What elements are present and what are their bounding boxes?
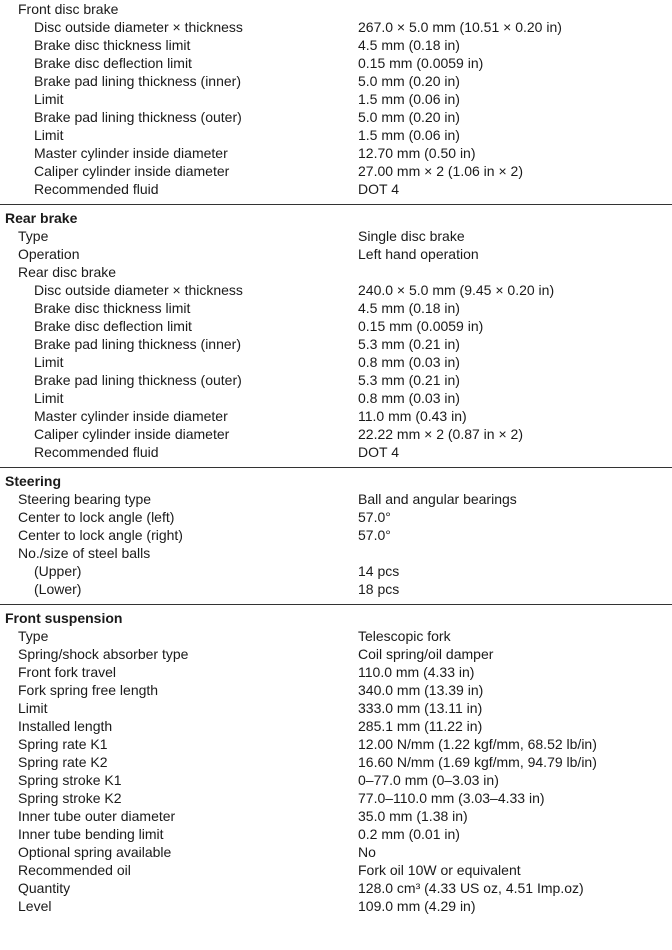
spec-value: 77.0–110.0 mm (3.03–4.33 in)	[358, 790, 545, 806]
spec-row	[0, 126, 672, 144]
spec-value: 22.22 mm × 2 (0.87 in × 2)	[358, 426, 523, 442]
spec-label: Steering bearing type	[18, 491, 152, 507]
spec-value: 18 pcs	[358, 581, 400, 597]
spec-label: Disc outside diameter × thickness	[34, 19, 243, 35]
spec-row	[0, 526, 672, 544]
spec-row	[0, 371, 672, 389]
spec-value: 12.70 mm (0.50 in)	[358, 145, 476, 161]
spec-value: 35.0 mm (1.38 in)	[358, 808, 468, 824]
spec-label: Center to lock angle (right)	[18, 527, 183, 543]
spec-value: Telescopic fork	[358, 628, 451, 644]
spec-label: (Upper)	[34, 563, 82, 579]
spec-value: 4.5 mm (0.18 in)	[358, 300, 460, 316]
spec-row	[0, 299, 672, 317]
spec-value: 16.60 N/mm (1.69 kgf/mm, 94.79 lb/in)	[358, 754, 597, 770]
spec-label: Limit	[34, 91, 64, 107]
spec-row	[0, 771, 672, 789]
spec-value: 1.5 mm (0.06 in)	[358, 91, 460, 107]
spec-row	[0, 627, 672, 645]
spec-label: Level	[18, 898, 52, 914]
spec-row	[0, 789, 672, 807]
spec-row	[0, 861, 672, 879]
spec-value: 14 pcs	[358, 563, 400, 579]
spec-value: 5.0 mm (0.20 in)	[358, 109, 460, 125]
spec-value: 333.0 mm (13.11 in)	[358, 700, 483, 716]
spec-label: Fork spring free length	[18, 682, 159, 698]
spec-row	[0, 425, 672, 443]
section-rear-brake	[0, 204, 672, 467]
spec-row	[0, 227, 672, 245]
spec-value: 128.0 cm³ (4.33 US oz, 4.51 Imp.oz)	[358, 880, 584, 896]
spec-label: Type	[18, 228, 49, 244]
spec-label: Rear brake	[5, 210, 78, 226]
spec-value: 11.0 mm (0.43 in)	[358, 408, 467, 424]
spec-row	[0, 281, 672, 299]
spec-label: Brake disc deflection limit	[34, 318, 192, 334]
spec-row	[0, 144, 672, 162]
spec-row	[0, 263, 672, 281]
spec-label: Brake pad lining thickness (inner)	[34, 73, 241, 89]
spec-row	[0, 681, 672, 699]
spec-label: Brake pad lining thickness (outer)	[34, 109, 242, 125]
spec-row	[0, 663, 672, 681]
section-heading	[0, 209, 672, 227]
spec-value: 4.5 mm (0.18 in)	[358, 37, 460, 53]
spec-label: Center to lock angle (left)	[18, 509, 175, 525]
spec-row	[0, 825, 672, 843]
spec-row	[0, 562, 672, 580]
spec-value: 57.0°	[358, 509, 391, 525]
spec-label: Brake disc deflection limit	[34, 55, 192, 71]
spec-label: Spring rate K2	[18, 754, 108, 770]
spec-value: 27.00 mm × 2 (1.06 in × 2)	[358, 163, 523, 179]
spec-label: Recommended fluid	[34, 181, 159, 197]
spec-row	[0, 0, 672, 18]
spec-row	[0, 508, 672, 526]
spec-row	[0, 699, 672, 717]
spec-label: Master cylinder inside diameter	[34, 145, 228, 161]
spec-value: 0.8 mm (0.03 in)	[358, 354, 460, 370]
spec-label: Limit	[34, 354, 64, 370]
spec-value: 0–77.0 mm (0–3.03 in)	[358, 772, 499, 788]
spec-label: Operation	[18, 246, 80, 262]
spec-label: Front suspension	[5, 610, 123, 626]
spec-label: Master cylinder inside diameter	[34, 408, 228, 424]
spec-value: 5.0 mm (0.20 in)	[358, 73, 460, 89]
spec-row	[0, 490, 672, 508]
spec-row	[0, 580, 672, 598]
spec-label: Spring stroke K2	[18, 790, 122, 806]
spec-row	[0, 54, 672, 72]
spec-label: Recommended fluid	[34, 444, 159, 460]
spec-row	[0, 645, 672, 663]
spec-row	[0, 317, 672, 335]
spec-row	[0, 717, 672, 735]
spec-label: Limit	[34, 127, 64, 143]
spec-label: Type	[18, 628, 49, 644]
spec-label: Rear disc brake	[18, 264, 117, 280]
spec-row	[0, 335, 672, 353]
spec-value: 0.15 mm (0.0059 in)	[358, 55, 484, 71]
spec-row	[0, 353, 672, 371]
spec-value: 0.8 mm (0.03 in)	[358, 390, 460, 406]
spec-label: Disc outside diameter × thickness	[34, 282, 243, 298]
spec-row	[0, 897, 672, 915]
spec-row	[0, 735, 672, 753]
spec-label: Brake pad lining thickness (outer)	[34, 372, 242, 388]
spec-label: Inner tube bending limit	[18, 826, 164, 842]
spec-row	[0, 807, 672, 825]
spec-label: Caliper cylinder inside diameter	[34, 426, 230, 442]
spec-label: Front disc brake	[18, 1, 119, 17]
spec-row	[0, 443, 672, 461]
spec-row	[0, 90, 672, 108]
spec-row	[0, 180, 672, 198]
spec-value: No	[358, 844, 376, 860]
spec-value: 109.0 mm (4.29 in)	[358, 898, 476, 914]
spec-row	[0, 879, 672, 897]
section-front-suspension	[0, 604, 672, 915]
spec-row	[0, 36, 672, 54]
spec-label: Brake pad lining thickness (inner)	[34, 336, 241, 352]
spec-label: Limit	[18, 700, 48, 716]
spec-row	[0, 407, 672, 425]
spec-label: Spring/shock absorber type	[18, 646, 189, 662]
spec-value: 5.3 mm (0.21 in)	[358, 336, 460, 352]
spec-value: Fork oil 10W or equivalent	[358, 862, 521, 878]
spec-row	[0, 72, 672, 90]
spec-row	[0, 843, 672, 861]
spec-value: Ball and angular bearings	[358, 491, 517, 507]
section-front-disc-brake	[0, 0, 672, 204]
spec-value: 12.00 N/mm (1.22 kgf/mm, 68.52 lb/in)	[358, 736, 597, 752]
spec-row	[0, 753, 672, 771]
spec-label: Optional spring available	[18, 844, 172, 860]
spec-value: 0.15 mm (0.0059 in)	[358, 318, 484, 334]
section-heading	[0, 472, 672, 490]
section-heading	[0, 609, 672, 627]
spec-label: Steering	[5, 473, 62, 489]
spec-row	[0, 245, 672, 263]
spec-row	[0, 389, 672, 407]
spec-label: Inner tube outer diameter	[18, 808, 176, 824]
spec-row	[0, 18, 672, 36]
spec-value: 267.0 × 5.0 mm (10.51 × 0.20 in)	[358, 19, 562, 35]
spec-row	[0, 162, 672, 180]
spec-label: Caliper cylinder inside diameter	[34, 163, 230, 179]
spec-row	[0, 544, 672, 562]
spec-value: 285.1 mm (11.22 in)	[358, 718, 483, 734]
spec-value: 5.3 mm (0.21 in)	[358, 372, 460, 388]
spec-value: 110.0 mm (4.33 in)	[358, 664, 475, 680]
spec-value: DOT 4	[358, 444, 399, 460]
section-steering	[0, 467, 672, 604]
spec-value: DOT 4	[358, 181, 399, 197]
spec-value: Coil spring/oil damper	[358, 646, 494, 662]
spec-value: 0.2 mm (0.01 in)	[358, 826, 460, 842]
spec-row	[0, 108, 672, 126]
spec-label: Spring rate K1	[18, 736, 108, 752]
spec-label: (Lower)	[34, 581, 82, 597]
spec-label: Limit	[34, 390, 64, 406]
spec-label: No./size of steel balls	[18, 545, 151, 561]
spec-label: Installed length	[18, 718, 113, 734]
spec-label: Recommended oil	[18, 862, 131, 878]
spec-value: 57.0°	[358, 527, 391, 543]
spec-value: Left hand operation	[358, 246, 479, 262]
spec-label: Quantity	[18, 880, 71, 896]
spec-value: Single disc brake	[358, 228, 465, 244]
spec-label: Brake disc thickness limit	[34, 37, 191, 53]
spec-value: 340.0 mm (13.39 in)	[358, 682, 484, 698]
spec-label: Front fork travel	[18, 664, 117, 680]
spec-value: 1.5 mm (0.06 in)	[358, 127, 460, 143]
spec-value: 240.0 × 5.0 mm (9.45 × 0.20 in)	[358, 282, 555, 298]
spec-label: Brake disc thickness limit	[34, 300, 191, 316]
spec-label: Spring stroke K1	[18, 772, 122, 788]
